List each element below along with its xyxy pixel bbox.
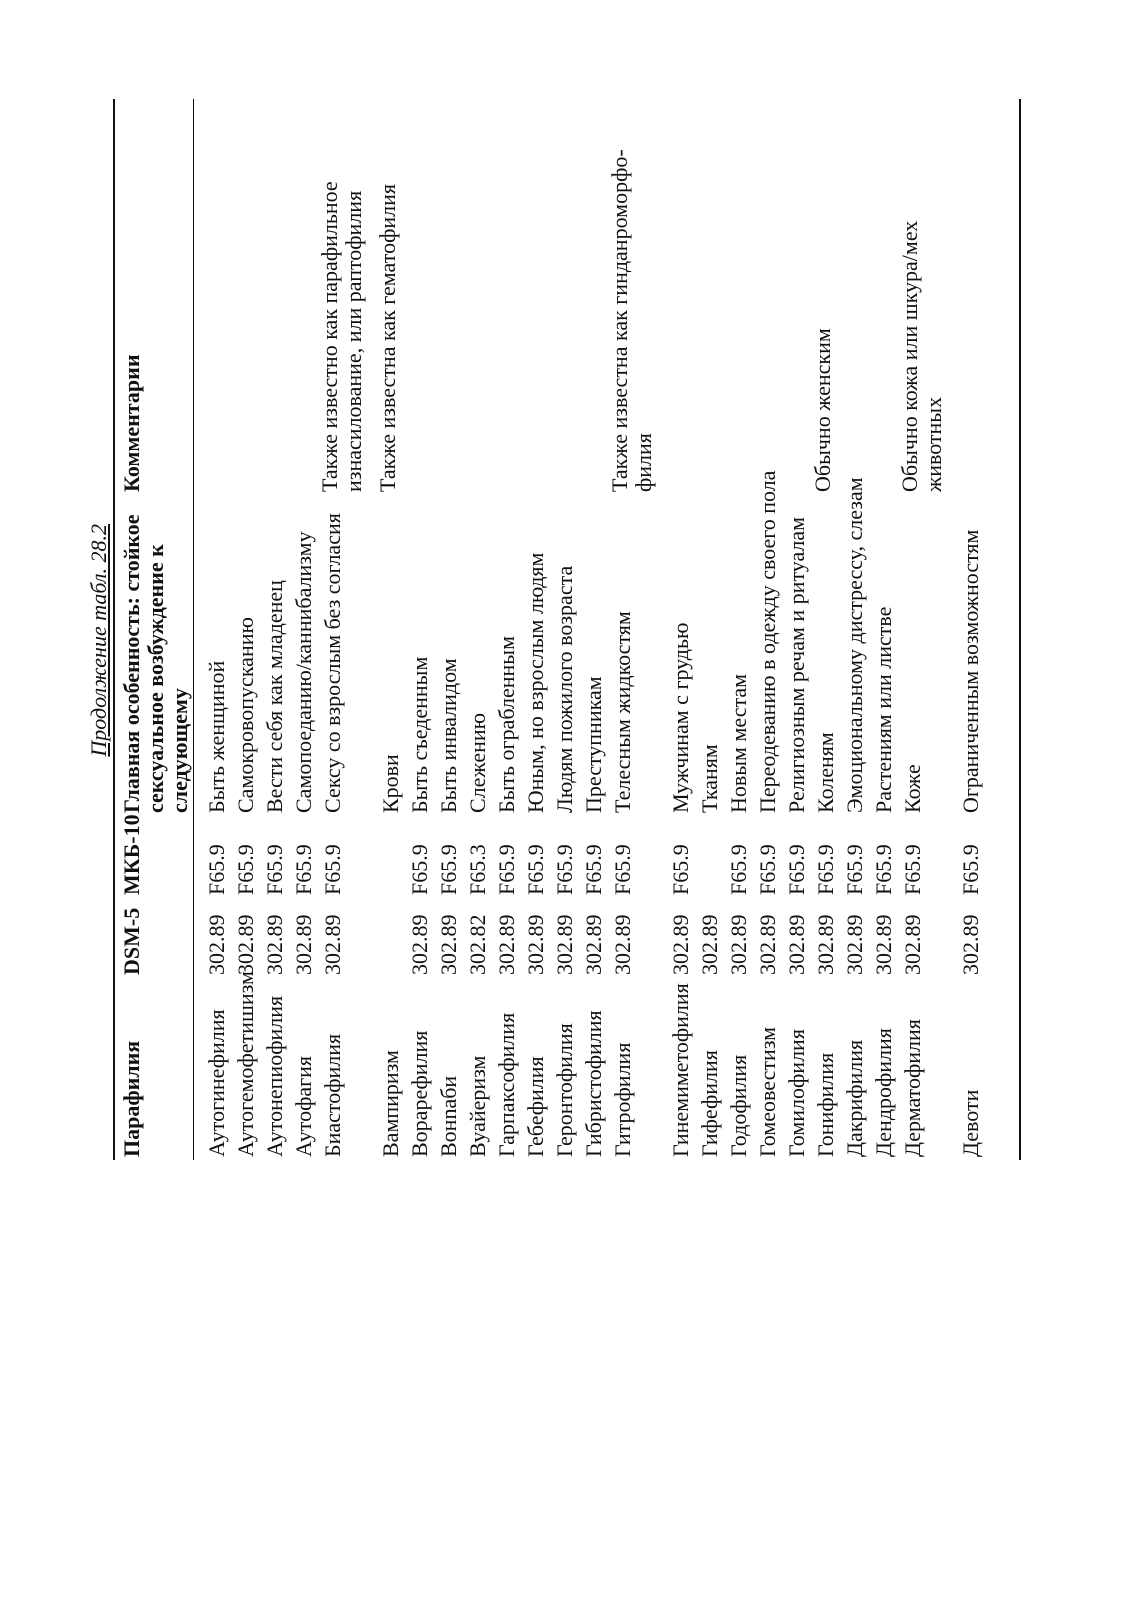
dsm-cell: 302.89 (610, 914, 635, 975)
feature-cell: Преступникам (581, 676, 606, 813)
feature-cell: Коже (900, 764, 925, 813)
dsm-cell: 302.89 (813, 914, 838, 975)
dsm-cell: 302.89 (262, 914, 287, 975)
bottom-rule (1019, 99, 1021, 1160)
feature-cell: Телесным жидкостям (610, 611, 635, 813)
paraphilia-cell: Вуайеризм (465, 1055, 490, 1157)
feature-cell: Юным, но взрослым людям (523, 552, 548, 813)
paraphilia-cell: Дакрифилия (842, 1039, 867, 1157)
icd-cell: F65.9 (204, 844, 229, 895)
feature-cell: Слежению (465, 712, 490, 813)
paraphilia-cell: Гебефилия (523, 1056, 548, 1157)
comment-cell: Обычно кожа или шкура/мех животных (897, 220, 946, 492)
feature-cell: Коленям (813, 732, 838, 813)
paraphilia-cell: Гонифилия (813, 1052, 838, 1157)
feature-cell: Эмоциональному дистрессу, слезам (842, 477, 867, 813)
paraphilia-cell: Гомеовестизм (755, 1026, 780, 1157)
dsm-cell: 302.89 (668, 914, 693, 975)
paraphilia-cell: Гарпаксофилия (494, 1012, 519, 1157)
paraphilia-cell: Аутонепиофилия (262, 995, 287, 1157)
dsm-cell: 302.89 (320, 914, 345, 975)
feature-cell: Растениям или листве (871, 606, 896, 813)
feature-cell: Самопоеданию/каннибализму (291, 531, 316, 813)
feature-cell: Быть ограбленным (494, 636, 519, 813)
dsm-cell: 302.82 (465, 914, 490, 975)
dsm-cell: 302.89 (204, 914, 229, 975)
feature-cell: Мужчинам с грудью (668, 622, 693, 813)
feature-cell: Вести себя как младенец (262, 580, 287, 813)
feature-cell: Тканям (697, 744, 722, 813)
feature-cell: Новым местам (726, 673, 751, 813)
feature-cell: Религиозным речам и ритуалам (784, 516, 809, 813)
icd-cell: F65.9 (726, 844, 751, 895)
paraphilia-cell: Гибристофилия (581, 1010, 606, 1157)
dsm-cell: 302.89 (436, 914, 461, 975)
dsm-cell: 302.89 (871, 914, 896, 975)
icd-cell: F65.9 (610, 844, 635, 895)
paraphilia-cell: Аутофагия (291, 1055, 316, 1157)
icd-cell: F65.9 (436, 844, 461, 895)
paraphilia-cell: Геронтофилия (552, 1023, 577, 1157)
header-feature: Главная особенность: стойкое сексуальное возбуждение к следующему (119, 514, 192, 813)
paraphilia-cell: Ворарефилия (407, 1030, 432, 1157)
feature-cell: Быть съеденным (407, 656, 432, 813)
dsm-cell: 302.89 (958, 914, 983, 975)
feature-cell: Ограниченным возможностям (958, 529, 983, 813)
paraphilia-cell: Гифефилия (697, 1050, 722, 1157)
icd-cell: F65.9 (813, 844, 838, 895)
dsm-cell: 302.89 (552, 914, 577, 975)
feature-cell: Людям пожилого возраста (552, 565, 577, 813)
feature-cell: Быть инвалидом (436, 658, 461, 813)
dsm-cell: 302.89 (784, 914, 809, 975)
icd-cell: F65.9 (233, 844, 258, 895)
paraphilia-cell: Гомилофилия (784, 1029, 809, 1157)
comment-cell: Обычно женским (810, 328, 835, 492)
dsm-cell: 302.89 (494, 914, 519, 975)
icd-cell: F65.9 (262, 844, 287, 895)
paraphilia-cell: Дендрофилия (871, 1028, 896, 1157)
dsm-cell: 302.89 (755, 914, 780, 975)
dsm-cell: 302.89 (900, 914, 925, 975)
header-comment: Комментарии (119, 354, 144, 492)
paraphilia-cell: Гитрофилия (610, 1042, 635, 1157)
dsm-cell: 302.89 (726, 914, 751, 975)
comment-cell: Также известна как гинданроморфо-филия (607, 149, 656, 492)
feature-cell: Быть женщиной (204, 660, 229, 813)
table-caption: Продолжение табл. 28.2 (86, 524, 111, 757)
paraphilia-cell: Вампиризм (378, 1050, 403, 1157)
dsm-cell: 302.89 (523, 914, 548, 975)
feature-cell: Переодеванию в одежду своего пола (755, 470, 780, 813)
header-paraphilia: Парафилия (119, 1040, 144, 1157)
dsm-cell: 302.89 (842, 914, 867, 975)
dsm-cell: 302.89 (697, 914, 722, 975)
feature-cell: Крови (378, 754, 403, 813)
paraphilia-cell: Дерматофилия (900, 1019, 925, 1157)
comment-cell: Также известно как парафильное изнасилование, или раптофилия (317, 181, 366, 492)
header-dsm: DSM-5 (119, 907, 144, 975)
header-rule (193, 99, 194, 1160)
icd-cell: F65.9 (871, 844, 896, 895)
icd-cell: F65.9 (291, 844, 316, 895)
icd-cell: F65.9 (755, 844, 780, 895)
paraphilia-cell: Биастофилия (320, 1033, 345, 1157)
paraphilia-cell: Аутогемофетишизм (233, 971, 258, 1157)
dsm-cell: 302.89 (581, 914, 606, 975)
paraphilia-cell: Гинемиметофилия (668, 983, 693, 1157)
icd-cell: F65.9 (842, 844, 867, 895)
dsm-cell: 302.89 (291, 914, 316, 975)
paraphilia-cell: Вонnаби (436, 1075, 461, 1157)
dsm-cell: 302.89 (233, 914, 258, 975)
paraphilia-cell: Годофилия (726, 1054, 751, 1157)
top-rule (113, 99, 115, 1160)
icd-cell: F65.9 (668, 844, 693, 895)
icd-cell: F65.9 (900, 844, 925, 895)
icd-cell: F65.9 (552, 844, 577, 895)
icd-cell: F65.9 (494, 844, 519, 895)
paraphilia-cell: Аутогинефилия (204, 1009, 229, 1157)
dsm-cell: 302.89 (407, 914, 432, 975)
comment-cell: Также известна как гематофилия (375, 184, 400, 492)
icd-cell: F65.9 (523, 844, 548, 895)
feature-cell: Сексу со взрослым без согласия (320, 513, 345, 813)
icd-cell: F65.9 (581, 844, 606, 895)
icd-cell: F65.9 (407, 844, 432, 895)
header-icd: МКБ-10 (119, 814, 144, 895)
icd-cell: F65.9 (320, 844, 345, 895)
icd-cell: F65.9 (784, 844, 809, 895)
icd-cell: F65.3 (465, 844, 490, 895)
icd-cell: F65.9 (958, 844, 983, 895)
feature-cell: Самокровопусканию (233, 617, 258, 813)
paraphilia-cell: Девоти (958, 1089, 983, 1157)
